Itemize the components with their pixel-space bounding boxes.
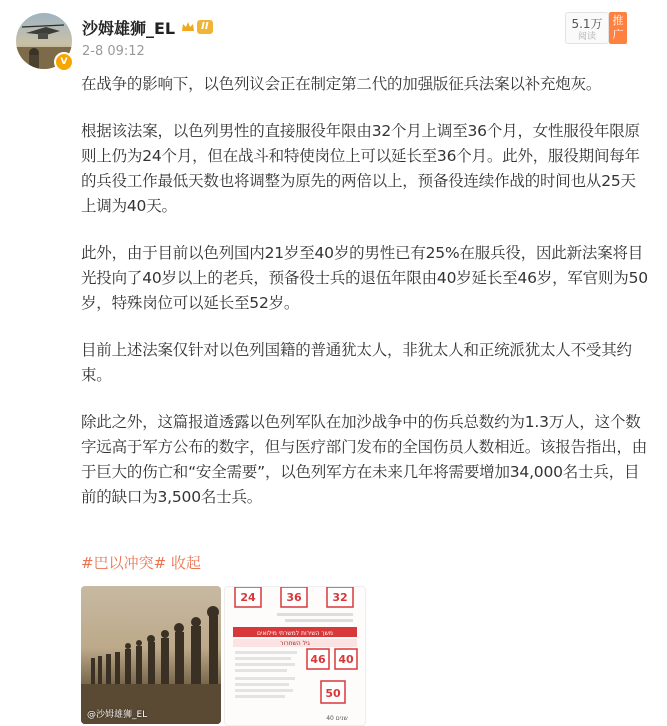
hashtag-link[interactable]: #巴以冲突# (81, 554, 167, 572)
level-badge: II (197, 20, 212, 34)
post-content (81, 72, 651, 532)
infographic-header: משך השירות למשרתי מילואים (257, 630, 333, 637)
views-count: 5.1万 (571, 17, 603, 31)
post-paragraph: 在战争的影响下，以色列议会正在制定第二代的加强版征兵法案以补充炮灰。 (81, 75, 602, 93)
post-paragraph: 此外，由于目前以色列国内21岁至40岁的男性已有25%在服兵役，因此新法案将目光投向了40岁以上的老兵，预备役士兵的退伍年限由40岁延长至46岁，军官则为50岁，特殊岗位可以延长至52岁。 (81, 244, 648, 312)
promote-button[interactable]: 推广 (609, 12, 627, 44)
post-image-infographic[interactable] (224, 586, 366, 726)
infographic-image (225, 587, 365, 725)
post-paragraph: 目前上述法案仅针对以色列国籍的普通犹太人，非犹太人和正统派犹太人不受其约束。 (81, 341, 632, 384)
infographic-number: 36 (286, 591, 302, 604)
soldiers-photo (81, 586, 221, 724)
infographic-footer: 40 שנים (326, 715, 348, 722)
image-watermark: @沙姆雄狮_EL (87, 710, 148, 720)
infographic-number: 24 (240, 591, 256, 604)
post-paragraph: 根据该法案，以色列男性的直接服役年限由32个月上调至36个月，女性服役年限原则上仍为24个月，但在战斗和特使岗位上可以延长至36个月。此外，服役期间每年的兵役工作最低天数也将调整为原先的两倍以上，预备役连续作战的时间也从25天上调为40天。 (81, 122, 640, 215)
vip-badge-icon: V (54, 52, 74, 72)
username-text[interactable]: 沙姆雄狮_EL (82, 18, 176, 38)
post-timestamp[interactable]: 2-8 09:12 (82, 44, 145, 59)
collapse-link[interactable]: 收起 (170, 554, 201, 572)
infographic-value: 40 (338, 653, 354, 666)
post-image-soldiers[interactable] (81, 586, 221, 724)
crown-icon (181, 18, 195, 37)
views-counter (565, 12, 609, 44)
post-paragraph: 除此之外，这篇报道透露以色列军队在加沙战争中的伤兵总数约为1.3万人，这个数字远高于军方公布的数字，但与医疗部门发布的全国伤员人数相近。该报告指出，由于巨大的伤亡和“安全需要”，以色列军方在未来几年将需要增加34,000名士兵，目前的缺口为3,500名士兵。 (81, 413, 648, 506)
username[interactable] (82, 16, 213, 38)
views-label: 阅读 (577, 32, 596, 42)
infographic-row-label: גיל השחרור (280, 640, 310, 647)
hashtag-row (81, 552, 201, 573)
infographic-value: 46 (310, 653, 326, 666)
infographic-value: 50 (325, 687, 341, 700)
infographic-number: 32 (332, 591, 348, 604)
